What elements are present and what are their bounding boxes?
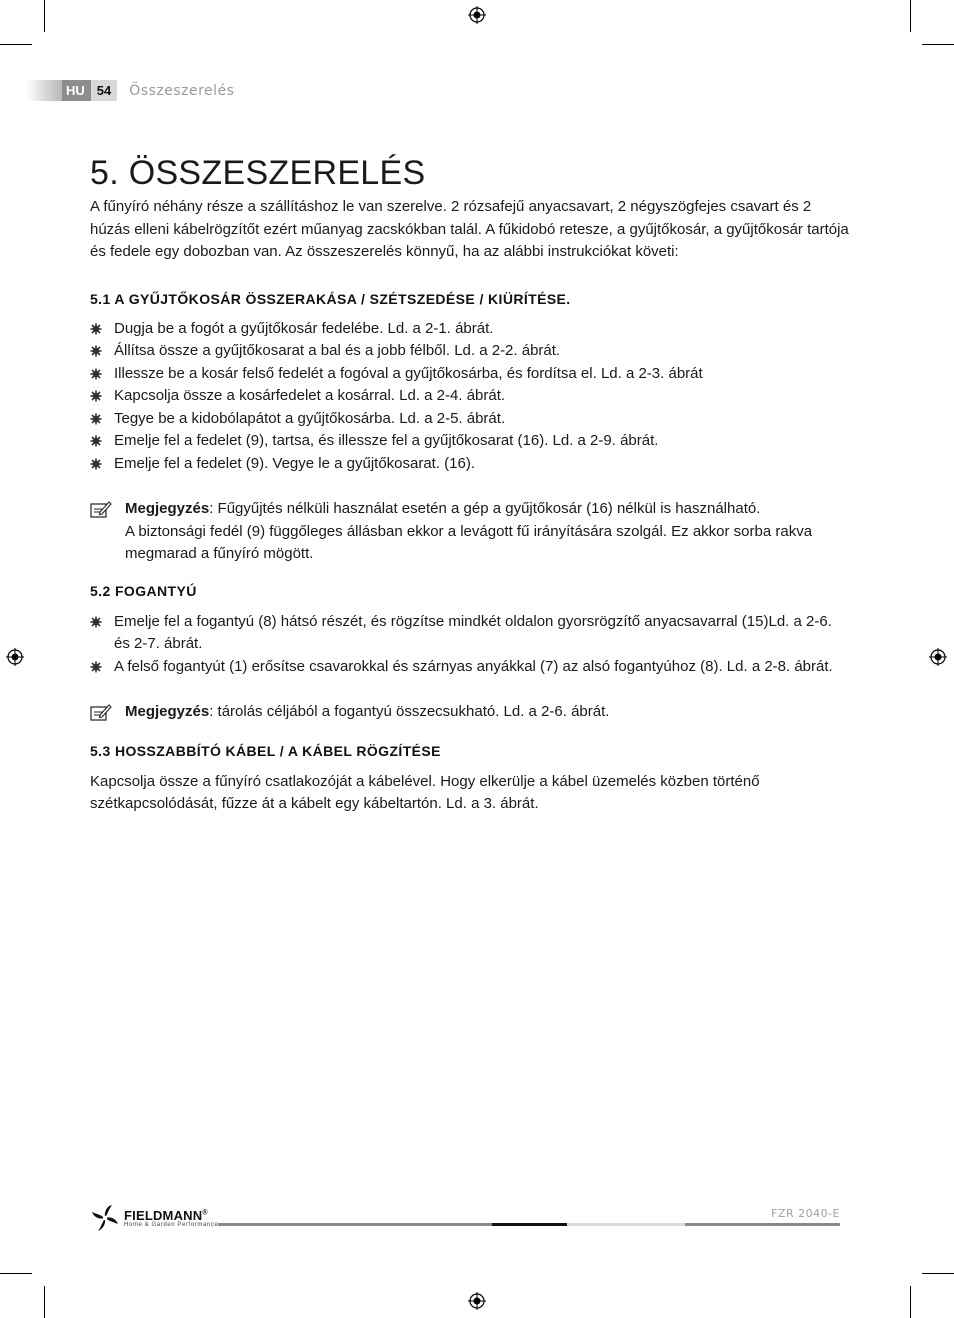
list-item — [90, 385, 850, 408]
list-item-text: Emelje fel a fogantyú (8) hátsó részét, és rögzítse mindkét oldalon gyorsrögzítő anyacsavarral (15)Ld. a 2-6. és 2-7. ábrát. — [114, 612, 832, 652]
list-item-text: Tegye be a kidobólapátot a gyűjtőkosárba. Ld. a 2-5. ábrát. — [114, 409, 506, 427]
gear-bullet-icon — [90, 413, 102, 425]
footer-rule — [218, 1223, 840, 1226]
gear-bullet-icon — [90, 661, 102, 673]
note-line-1 — [125, 701, 850, 724]
registered-mark: ® — [202, 1209, 208, 1217]
list-item — [90, 408, 850, 431]
crop-mark-top-left-h — [0, 44, 32, 45]
list-item-text: Emelje fel a fedelet (9), tartsa, és illessze fel a gyűjtőkosarat (16). Ld. a 2-9. ábrát. — [114, 432, 659, 449]
registration-mark-icon — [929, 648, 947, 666]
page-header-tab — [26, 80, 234, 101]
gear-bullet-icon — [90, 345, 102, 357]
model-number: FZR 2040-E — [771, 1207, 840, 1220]
list-item — [90, 611, 850, 656]
crop-mark-top-left-v — [44, 0, 45, 32]
page-number: 54 — [91, 80, 117, 101]
registration-mark-icon — [468, 6, 486, 24]
bullet-list-5-2 — [90, 611, 850, 679]
header-tab-gradient — [26, 80, 62, 101]
fan-logo-icon — [90, 1203, 120, 1233]
gear-bullet-icon — [90, 616, 102, 628]
section-heading-5-3: 5.3 HOSSZABBÍTÓ KÁBEL / A KÁBEL RÖGZÍTÉSE — [90, 742, 441, 759]
list-item — [90, 318, 850, 341]
gear-bullet-icon — [90, 323, 102, 335]
brand-name — [124, 1209, 218, 1222]
list-item — [90, 363, 850, 386]
brand-logo — [90, 1203, 218, 1233]
brand-text — [124, 1209, 218, 1228]
list-item — [90, 453, 850, 476]
bullet-list-5-1 — [90, 318, 850, 476]
note-label: Megjegyzés — [125, 500, 210, 517]
intro-paragraph: A fűnyíró néhány része a szállításhoz le van szerelve. 2 rózsafejű anyacsavart, 2 négyszögfejes csavart és 2 húzás elleni kábelrögzítőt ezért műanyag zacskókban talál. A fűkidobó retesze, a gyűjtőkosár, a gyűjtőkosár tartója és fedele egy dobozban van. Az összeszerelés könnyű, ha az alábbi instrukciókat követi: — [90, 198, 849, 260]
note-label: Megjegyzés — [125, 703, 210, 720]
crop-mark-bottom-left-h — [0, 1273, 32, 1274]
footer-rule-segment — [567, 1223, 685, 1226]
registration-mark-icon — [468, 1292, 486, 1310]
note-pencil-icon — [90, 500, 112, 518]
list-item-text: A felső fogantyút (1) erősítse csavarokkal és szárnyas anyákkal (7) az alsó fogantyúhoz (8). Ld. a 2-8. ábrát. — [114, 657, 833, 675]
registration-mark-icon — [6, 648, 24, 666]
main-content — [90, 150, 850, 816]
list-item — [90, 340, 850, 363]
section-heading-5-1: 5.1 A GYŰJTŐKOSÁR ÖSSZERAKÁSA / SZÉTSZEDÉSE / KIÜRÍTÉSE. — [90, 290, 571, 307]
language-code: HU — [62, 80, 91, 101]
section-5-3-paragraph: Kapcsolja össze a fűnyíró csatlakozóját a kábelével. Hogy elkerülje a kábel üzemelés közben történő szétkapcsolódását, fűzze át a kábelt egy kábeltartón. Ld. a 3. ábrát. — [90, 772, 760, 812]
gear-bullet-icon — [90, 435, 102, 447]
list-item-text: Állítsa össze a gyűjtőkosarat a bal és a jobb félből. Ld. a 2-2. ábrát. — [114, 342, 561, 359]
list-item-text: Kapcsolja össze a kosárfedelet a kosárral. Ld. a 2-4. ábrát. — [114, 387, 506, 404]
list-item-text: Dugja be a fogót a gyűjtőkosár fedelébe. Ld. a 2-1. ábrát. — [114, 319, 494, 337]
running-section-title: Összeszerelés — [129, 82, 235, 99]
page-title: 5. ÖSSZESZERELÉS — [90, 154, 426, 192]
list-item-text: Emelje fel a fedelet (9). Vegye le a gyűjtőkosarat. (16). — [114, 454, 476, 472]
crop-mark-top-right-h — [922, 44, 954, 45]
footer-rule-segment — [685, 1223, 840, 1226]
note-5-2 — [90, 701, 850, 724]
note-text: : tárolás céljából a fogantyú összecsukható. Ld. a 2-6. ábrát. — [209, 703, 610, 720]
gear-bullet-icon — [90, 458, 102, 470]
note-5-1 — [90, 498, 850, 566]
list-item — [90, 430, 850, 453]
list-item — [90, 656, 850, 679]
brand-name-text: FIELDMANN — [124, 1207, 203, 1223]
crop-mark-bottom-left-v — [44, 1286, 45, 1318]
section-heading-5-2: 5.2 FOGANTYÚ — [90, 582, 197, 599]
footer-rule-segment — [492, 1223, 567, 1226]
brand-tagline: Home & Garden Performance — [124, 1221, 219, 1228]
footer-rule-segment — [218, 1223, 492, 1226]
gear-bullet-icon — [90, 390, 102, 402]
crop-mark-top-right-v — [910, 0, 911, 32]
gear-bullet-icon — [90, 368, 102, 380]
crop-mark-bottom-right-h — [922, 1273, 954, 1274]
list-item-text: Illessze be a kosár felső fedelét a fogóval a gyűjtőkosárba, és fordítsa el. Ld. a 2-3. ábrát — [114, 364, 703, 382]
crop-mark-bottom-right-v — [910, 1286, 911, 1318]
note-line-1 — [125, 498, 850, 521]
note-text: : Fűgyűjtés nélküli használat esetén a gép a gyűjtőkosár (16) nélkül is használható. — [209, 500, 761, 517]
note-text-continued: A biztonsági fedél (9) függőleges állásban ekkor a levágott fű irányítására szolgál. Ez akkor sorba rakva megmarad a fűnyíró mögött. — [125, 522, 813, 562]
note-pencil-icon — [90, 703, 112, 721]
